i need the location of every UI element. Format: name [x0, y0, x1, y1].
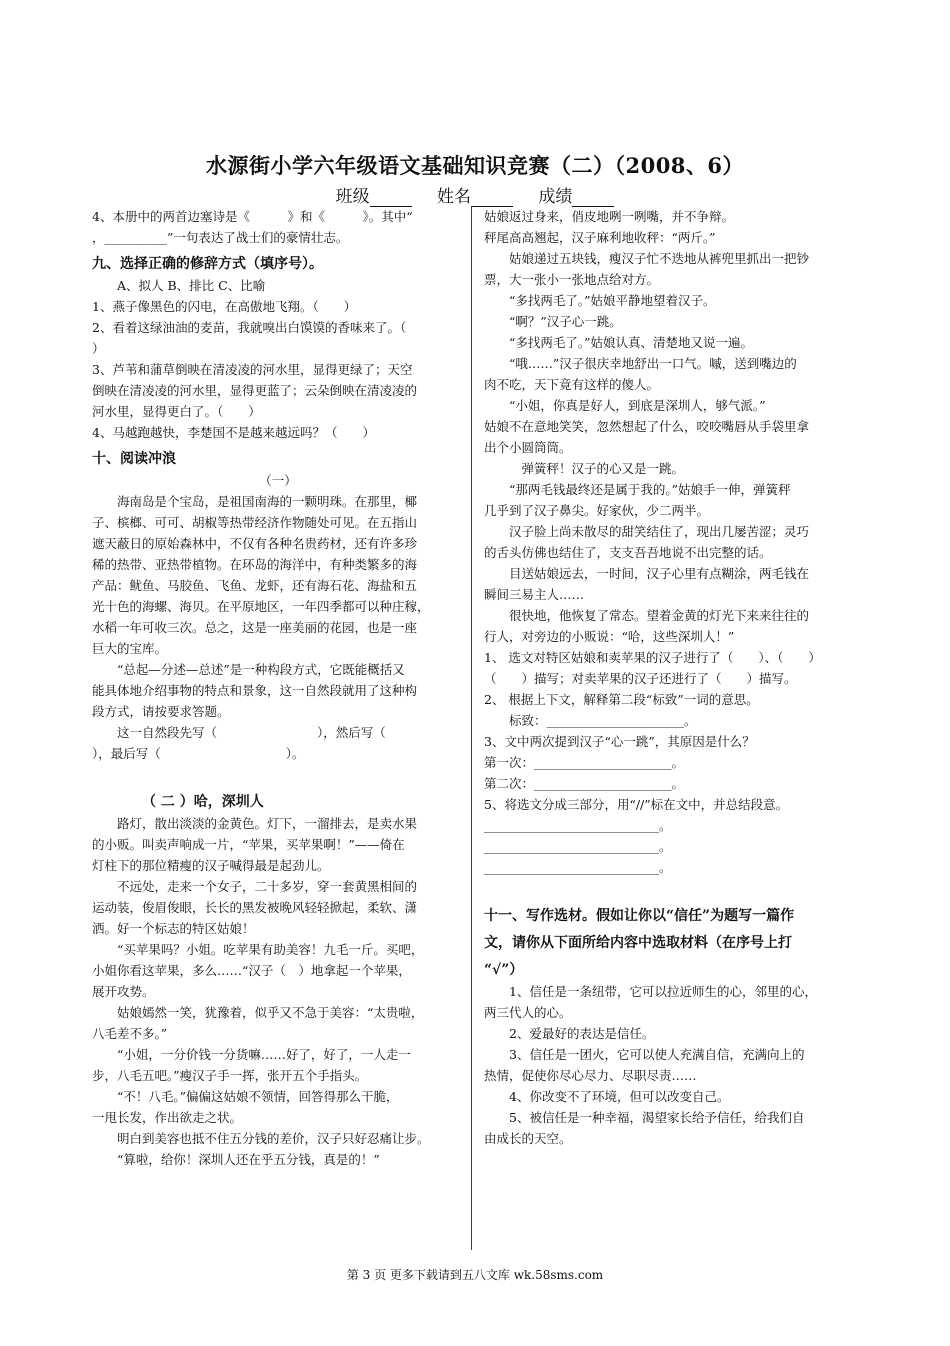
spacer [92, 764, 464, 786]
text-line: 不远处，走来一个女子，二十多岁，穿一套黄黑相间的 [117, 879, 418, 894]
text-line: 2、 根据上下文，解释第二段“标致”一词的意思。 [484, 692, 759, 707]
page-title: 水源街小学六年级语文基础知识竞赛（二）（2008、6） [205, 153, 745, 178]
text-line: 两三代人的心。 [484, 1005, 572, 1020]
text-line: “不！八毛。”偏偏这姑娘不领情，回答得那么干脆， [117, 1089, 399, 1104]
text-line: ____________________________。 [484, 839, 672, 854]
text-line: 灯柱下的那位精瘦的汉子喊得最是起劲儿。 [92, 858, 330, 873]
text-line: “多找两毛了。”姑娘平静地望着汉子。 [509, 293, 716, 308]
text-line: 姑娘返过身来，俏皮地咧一咧嘴，并不争辩。 [484, 209, 735, 224]
score-label: 成绩 [538, 187, 573, 207]
text-line: “哦……”汉子很庆幸地舒出一口气。嘁，送到嘴边的 [509, 356, 797, 371]
section-heading: 十一、写作选材。假如让你以“信任”为题写一篇作 [484, 908, 795, 924]
text-line: 1、信任是一条纽带，它可以拉近师生的心，邻里的心， [509, 984, 817, 999]
text-line: 稀的热带、亚热带植物。在环岛的海洋中，有种类繁多的海 [92, 557, 418, 572]
text-line: 展开攻势。 [92, 984, 155, 999]
text-line: 姑娘递过五块钱，瘦汉子忙不迭地从裤兜里抓出一把钞 [509, 251, 810, 266]
text-line: 2、看着这绿油油的麦苗，我就嗅出白馍馍的香味来了。（ [92, 320, 407, 335]
section-heading: “√”） [484, 962, 524, 978]
text-line: 子、槟榔、可可、胡椒等热带经济作物随处可见。在五指山 [92, 515, 418, 530]
text-line: “那两毛钱最终还是属于我的。”姑娘手一伸，弹簧秤 [509, 482, 791, 497]
text-line: “总起—分述—总述”是一种构段方式，它既能概括又 [117, 662, 405, 677]
right-column [484, 206, 856, 1149]
text-line: 出个小圆筒筒。 [484, 440, 572, 455]
text-line: ，__________”一句表达了战士们的豪情壮志。 [92, 230, 349, 245]
section-heading: 文，请你从下面所给内容中选取材料（在序号上打 [484, 935, 792, 951]
header-fields [0, 182, 950, 207]
text-line: 这一自然段先写（ ），然后写（ [117, 725, 386, 740]
text-line: 路灯，散出淡淡的金黄色。灯下，一溜排去，是卖水果 [117, 816, 418, 831]
text-line: 5、将选文分成三部分，用“//”标在文中，并总结段意。 [484, 797, 789, 812]
text-line: 姑娘嫣然一笑，犹豫着，似乎又不急于美容：“太贵啦， [117, 1005, 424, 1020]
text-line: 4、本册中的两首边塞诗是《 》和《 》。其中“ [92, 209, 413, 224]
text-line: A、拟人 B、排比 C、比喻 [117, 278, 266, 293]
text-line: ____________________________。 [484, 860, 672, 875]
text-line: “算啦，给你！深圳人还在乎五分钱，真是的！” [117, 1152, 380, 1167]
text-line: “小姐，一分价钱一分货嘛……好了，好了，一人走一 [117, 1047, 411, 1062]
text-line: 1、燕子像黑色的闪电，在高傲地飞翔。（ ） [92, 299, 357, 314]
class-blank[interactable] [370, 190, 412, 207]
text-line: 产品：鱿鱼、马胶鱼、飞鱼、龙虾，还有海石花、海盐和五 [92, 578, 418, 593]
text-line: 行人，对旁边的小贩说：“哈，这些深圳人！” [484, 629, 735, 644]
text-line: 小姐你看这苹果，多么……“汉子（ ）地拿起一个苹果， [92, 963, 411, 978]
text-line: （ ）描写；对卖苹果的汉子还进行了（ ）描写。 [484, 671, 797, 686]
text-line: 水稻一年可收三次。总之，这是一座美丽的花园，也是一座 [92, 620, 418, 635]
text-line: 遮天蔽日的原始森林中，不仅有各种名贵药材，还有许多珍 [92, 536, 418, 551]
class-label: 班级 [335, 187, 370, 207]
text-line: 第一次：______________________。 [484, 755, 685, 770]
text-line: 八毛差不多。” [92, 1026, 168, 1041]
text-line: 段方式，请按要求答题。 [92, 704, 230, 719]
name-blank[interactable] [471, 190, 513, 207]
text-line: “小姐，你真是好人，到底是深圳人，够气派。” [509, 398, 766, 413]
text-line: 巨大的宝库。 [92, 641, 168, 656]
text-line: 目送姑娘远去，一时间，汉子心里有点糊涂，两毛钱在 [509, 566, 810, 581]
text-line: 光十色的海螺、海贝。在平原地区，一年四季都可以种庄稼， [92, 599, 430, 614]
text-line: 4、马越跑越快，李楚国不是越来越远吗？（ ） [92, 425, 375, 440]
text-line: 的舌头仿佛也结住了，支支吾吾地说不出完整的话。 [484, 545, 772, 560]
text-line: “买苹果吗？小姐。吃苹果有助美容！九毛一斤。买吧， [117, 942, 424, 957]
score-blank[interactable] [572, 190, 614, 207]
text-line: 几乎到了汉子鼻尖。好家伙，少二两半。 [484, 503, 710, 518]
text-line: 很快地，他恢复了常态。望着金黄的灯光下来来往往的 [509, 608, 810, 623]
text-line: 第二次：______________________。 [484, 776, 685, 791]
text-line: 的小贩。叫卖声响成一片，“苹果，买苹果啊！”——倚在 [92, 837, 405, 852]
text-line: 3、文中两次提到汉子“心一跳”，其原因是什么？ [484, 734, 755, 749]
text-line: 汉子脸上尚未散尽的甜笑结住了，现出几屡苦涩；灵巧 [509, 524, 810, 539]
text-line: 由成长的天空。 [484, 1131, 572, 1146]
text-line: 热情，促使你尽心尽力、尽职尽责…… [484, 1068, 697, 1083]
text-line: 瞬间三易主人…… [484, 587, 585, 602]
text-line: ），最后写（ ）。 [92, 746, 305, 761]
text-line: 票，大一张小一张地点给对方。 [484, 272, 660, 287]
name-label: 姓名 [437, 187, 471, 207]
spacer [484, 878, 856, 900]
text-line: 标致：______________________。 [509, 713, 697, 728]
text-line: “多找两毛了。”姑娘认真、清楚地又说一遍。 [509, 335, 754, 350]
text-line: ____________________________。 [484, 818, 672, 833]
text-line: 弹簧秤！汉子的心又是一跳。 [509, 461, 685, 476]
text-line: 洒。好一个标志的特区姑娘！ [92, 921, 255, 936]
text-line: 倒映在清凌凌的河水里，显得更蓝了；云朵倒映在清凌凌的 [92, 383, 418, 398]
text-line: 3、芦苇和蒲草倒映在清凌凌的河水里，显得更绿了；天空 [92, 362, 413, 377]
left-column [92, 206, 464, 1170]
section-heading: （ 二 ）哈，深圳人 [142, 794, 264, 810]
text-line: 能具体地介绍事物的特点和景象，这一自然段就用了这种构 [92, 683, 418, 698]
column-divider [471, 206, 472, 1250]
subsection-label: （一） [259, 473, 297, 488]
text-line: 姑娘不在意地笑笑，忽然想起了什么，咬咬嘴唇从手袋里拿 [484, 419, 810, 434]
page-footer: 第 3 页 更多下载请到五八文库 wk.58sms.com [346, 1268, 604, 1282]
text-line: 海南岛是个宝岛，是祖国南海的一颗明珠。在那里，椰 [117, 494, 418, 509]
text-line: 1、 选文对特区姑娘和卖苹果的汉子进行了（ ）、（ ） [484, 650, 821, 665]
text-line: 肉不吃，天下竟有这样的傻人。 [484, 377, 660, 392]
text-line: 秤尾高高翘起，汉子麻利地收秤：“两斤。” [484, 230, 716, 245]
text-line: 5、被信任是一种幸福，渴望家长给予信任，给我们自 [509, 1110, 805, 1125]
section-heading: 九、选择正确的修辞方式（填序号）。 [92, 256, 323, 272]
section-heading: 十、阅读冲浪 [92, 451, 176, 467]
text-line: 步，八毛五吧。”瘦汉子手一挥，张开五个手指头。 [92, 1068, 368, 1083]
text-line: 明白到美容也抵不住五分钱的差价，汉子只好忍痛让步。 [117, 1131, 430, 1146]
text-line: ） [92, 341, 105, 356]
text-line: 运动装，俊眉俊眼，长长的黑发被晚风轻轻掀起，柔软、潇 [92, 900, 418, 915]
text-line: “啊？”汉子心一跳。 [509, 314, 622, 329]
text-line: 2、爱最好的表达是信任。 [509, 1026, 655, 1041]
text-line: 4、你改变不了环境，但可以改变自己。 [509, 1089, 730, 1104]
text-line: 河水里，显得更白了。（ ） [92, 404, 261, 419]
text-line: 3、信任是一团火，它可以使人充满自信，充满向上的 [509, 1047, 805, 1062]
text-line: 一甩长发，作出欲走之状。 [92, 1110, 243, 1125]
